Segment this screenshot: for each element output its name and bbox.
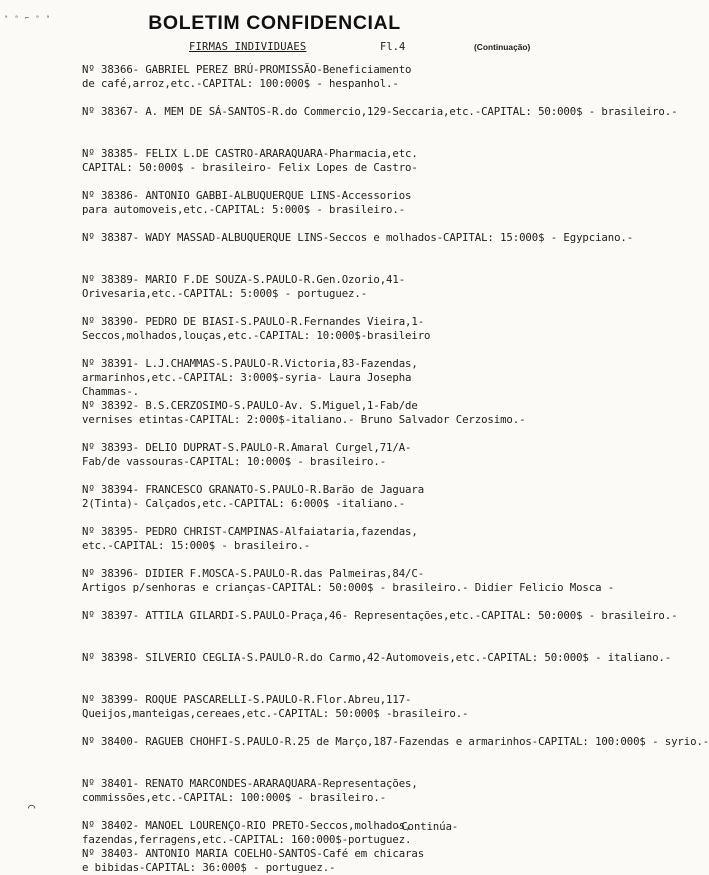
- list-item: Nº 38401- RENATO MARCONDES-ARARAQUARA-Representações, commissões,etc.-CAPITAL: 100:000$ - brasileiro.-: [82, 777, 418, 804]
- list-item: Nº 38390- PEDRO DE BIASI-S.PAULO-R.Fernandes Vieira,1- Seccos,molhados,louças,etc.-CAPITAL: 10:000$-brasileiro: [82, 315, 431, 342]
- list-item: Nº 38386- ANTONIO GABBI-ALBUQUERQUE LINS-Accessorios para automoveis,etc.-CAPITAL: 5:000$ - brasileiro.-: [82, 189, 412, 216]
- list-item: Nº 38366- GABRIEL PEREZ BRÚ-PROMISSÃO-Beneficiamento de café,arroz,etc.-CAPITAL: 100:000$ - hespanhol.-: [82, 63, 412, 90]
- list-item: Nº 38400- RAGUEB CHOHFI-S.PAULO-R.25 de Março,187-Fazendas e armarinhos-CAPITAL: 100:000$ - syrio.-: [82, 735, 709, 748]
- list-item: Nº 38385- FELIX L.DE CASTRO-ARARAQUARA-Pharmacia,etc. CAPITAL: 50:000$ - brasileiro- Felix Lopes de Castro-: [82, 147, 418, 174]
- list-item: Nº 38399- ROQUE PASCARELLI-S.PAULO-R.Flor.Abreu,117- Queijos,manteigas,cereaes,etc.-CAPITAL: 50:000$ -brasileiro.-: [82, 693, 469, 720]
- list-item: Nº 38395- PEDRO CHRIST-CAMPINAS-Alfaiataria,fazendas, etc.-CAPITAL: 15:000$ - brasileiro.-: [82, 525, 418, 552]
- list-item: Nº 38396- DIDIER F.MOSCA-S.PAULO-R.das Palmeiras,84/C- Artigos p/senhoras e crianças-CAPITAL: 50:000$ - brasileiro.- Didier Felicio Mosca -: [82, 567, 615, 594]
- list-item: Nº 38402- MANOEL LOURENÇO-RIO PRETO-Seccos,molhados, fazendas,ferragens,etc.-CAPITAL: 160:000$-portuguez.: [82, 819, 412, 846]
- list-item: Nº 38392- B.S.CERZOSIMO-S.PAULO-Av. S.Miguel,1-Fab/de vernises etintas-CAPITAL: 2:000$-italiano.- Bruno Salvador Cerzosimo.-: [82, 399, 526, 426]
- list-item: Nº 38403- ANTONIO MARIA COELHO-SANTOS-Café em chicaras e bibidas-CAPITAL: 36:000$ - portuguez.-: [82, 847, 425, 874]
- list-item: Nº 38389- MARIO F.DE SOUZA-S.PAULO-R.Gen.Ozorio,41- Orivesaria,etc.-CAPITAL: 5:000$ - portuguez.-: [82, 273, 406, 300]
- section-title: FIRMAS INDIVIDUAES: [189, 41, 307, 53]
- page-title: BOLETIM CONFIDENCIAL: [148, 12, 401, 34]
- list-item: Nº 38367- A. MEM DE SÁ-SANTOS-R.do Commercio,129-Seccaria,etc.-CAPITAL: 50:000$ - brasileiro.-: [82, 105, 678, 118]
- margin-note: ᵃ ᵃ ⌐ ᵃ ᵃ: [4, 14, 51, 22]
- list-item: Nº 38394- FRANCESCO GRANATO-S.PAULO-R.Barão de Jaguara 2(Tinta)- Calçados,etc.-CAPITAL: 6:000$ -italiano.-: [82, 483, 425, 510]
- entry-list: [82, 63, 709, 875]
- list-item: Nº 38391- L.J.CHAMMAS-S.PAULO-R.Victoria,83-Fazendas, armarinhos,etc.-CAPITAL: 3:000$-syria- Laura Josepha Chammas-.: [82, 357, 418, 398]
- list-item: Nº 38393- DELIO DUPRAT-S.PAULO-R.Amaral Curgel,71/A- Fab/de vassouras-CAPITAL: 10:000$ - brasileiro.-: [82, 441, 412, 468]
- list-item: Nº 38387- WADY MASSAD-ALBUQUERQUE LINS-Seccos e molhados-CAPITAL: 15:000$ - Egypciano.-: [82, 231, 634, 244]
- sheet-number: Fl.4: [380, 41, 406, 53]
- list-item: Nº 38397- ATTILA GILARDI-S.PAULO-Praça,46- Representações,etc.-CAPITAL: 50:000$ - brasileiro.-: [82, 609, 678, 622]
- continuation-label: (Continuação): [474, 42, 531, 52]
- subheader: [0, 41, 549, 57]
- continue-label: -Continúa-: [395, 821, 459, 833]
- list-item: Nº 38398- SILVERIO CEGLIA-S.PAULO-R.do Carmo,42-Automoveis,etc.-CAPITAL: 50:000$ - italiano.-: [82, 651, 672, 664]
- margin-mark: ⌒: [28, 800, 36, 814]
